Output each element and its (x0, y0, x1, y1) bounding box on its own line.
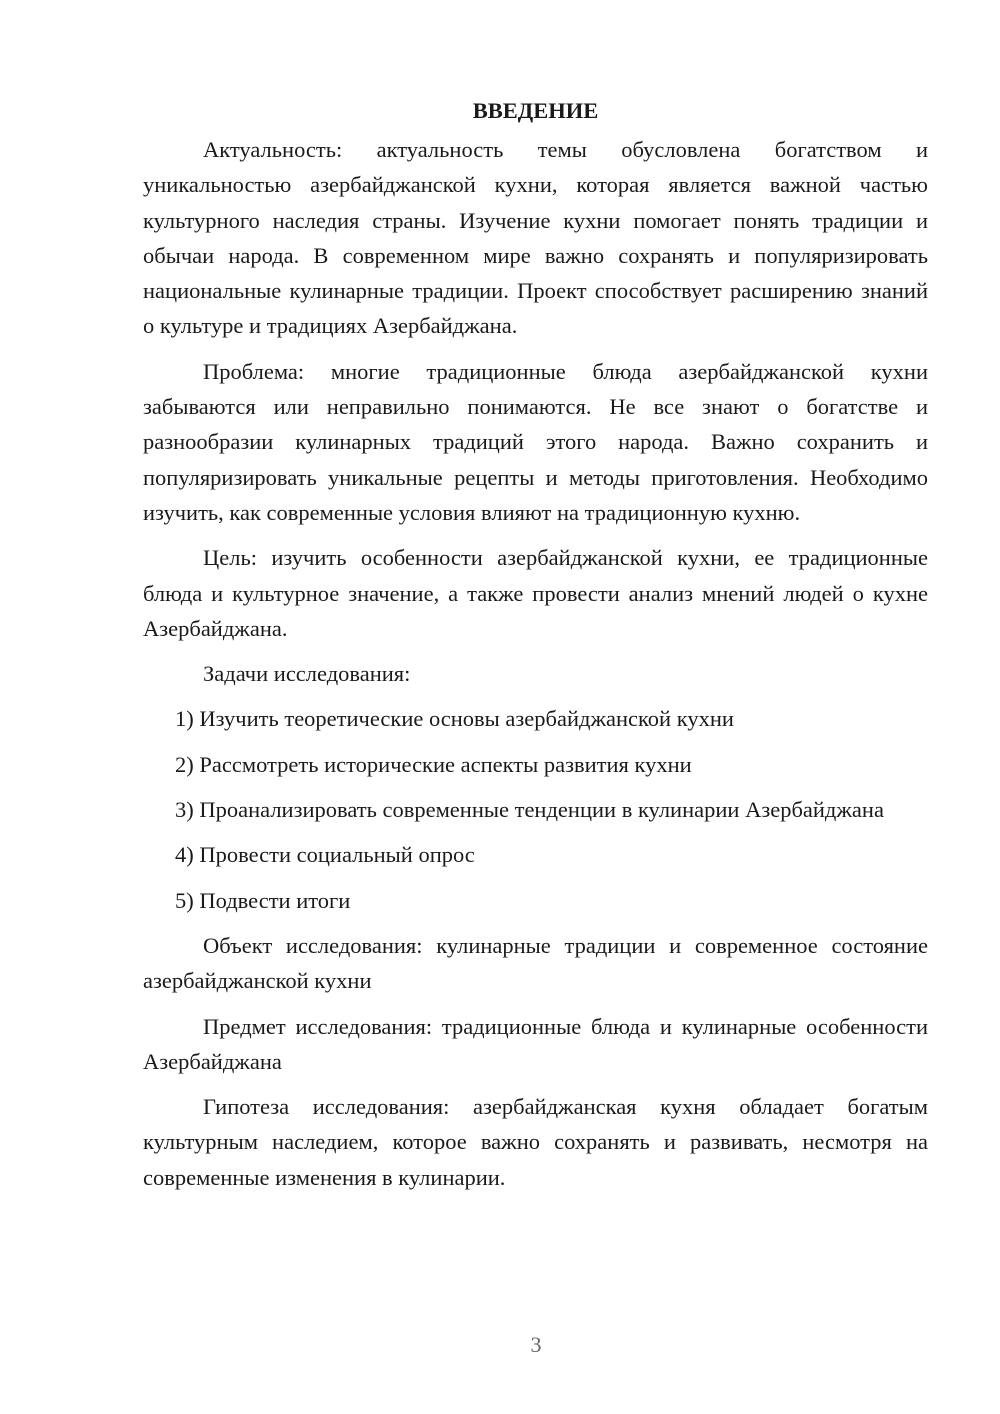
task-item-2: 2) Рассмотреть исторические аспекты развития кухни (175, 751, 692, 777)
paragraph-problem: Проблема: многие традиционные блюда азербайджанской кухни забываются или неправильно понимаются. Не все знают о богатстве и разнообразии кулинарных традиций этого народа. Важно сохранить и популяризировать уникальные рецепты и методы приготовления. Необходимо изучить, как современные условия влияют на традиционную кухню. (143, 358, 928, 525)
paragraph-subject: Предмет исследования: традиционные блюда и кулинарные особенности Азербайджана (143, 1013, 928, 1074)
paragraph-object: Объект исследования: кулинарные традиции и современное состояние азербайджанской кухни (143, 932, 928, 994)
task-item-1: 1) Изучить теоретические основы азербайджанской кухни (175, 706, 734, 732)
task-item-4: 4) Провести социальный опрос (175, 842, 475, 868)
document-page (143, 93, 928, 1205)
paragraph-relevance: Актуальность: актуальность темы обусловлена богатством и уникальностью азербайджанской кухни, которая является важной частью культурного наследия страны. Изучение кухни помогает понять традиции и обычаи народа. В современном мире важно сохранять и популяризировать национальные кулинарные традиции. Проект способствует расширению знаний о культуре и традициях Азербайджана. (143, 137, 928, 339)
paragraph-hypothesis: Гипотеза исследования: азербайджанская кухня обладает богатым культурным наследием, которое важно сохранять и развивать, несмотря на современные изменения в кулинарии. (143, 1094, 928, 1190)
page-number: 3 (530, 1332, 542, 1357)
task-item-3: 3) Проанализировать современные тенденции в кулинарии Азербайджана (175, 797, 884, 823)
task-item-5: 5) Подвести итоги (175, 887, 351, 913)
section-title: ВВЕДЕНИЕ (472, 98, 599, 123)
tasks-heading: Задачи исследования: (203, 661, 411, 687)
paragraph-goal: Цель: изучить особенности азербайджанской кухни, ее традиционные блюда и культурное значение, а также провести анализ мнений людей о кухне Азербайджана. (143, 545, 928, 641)
